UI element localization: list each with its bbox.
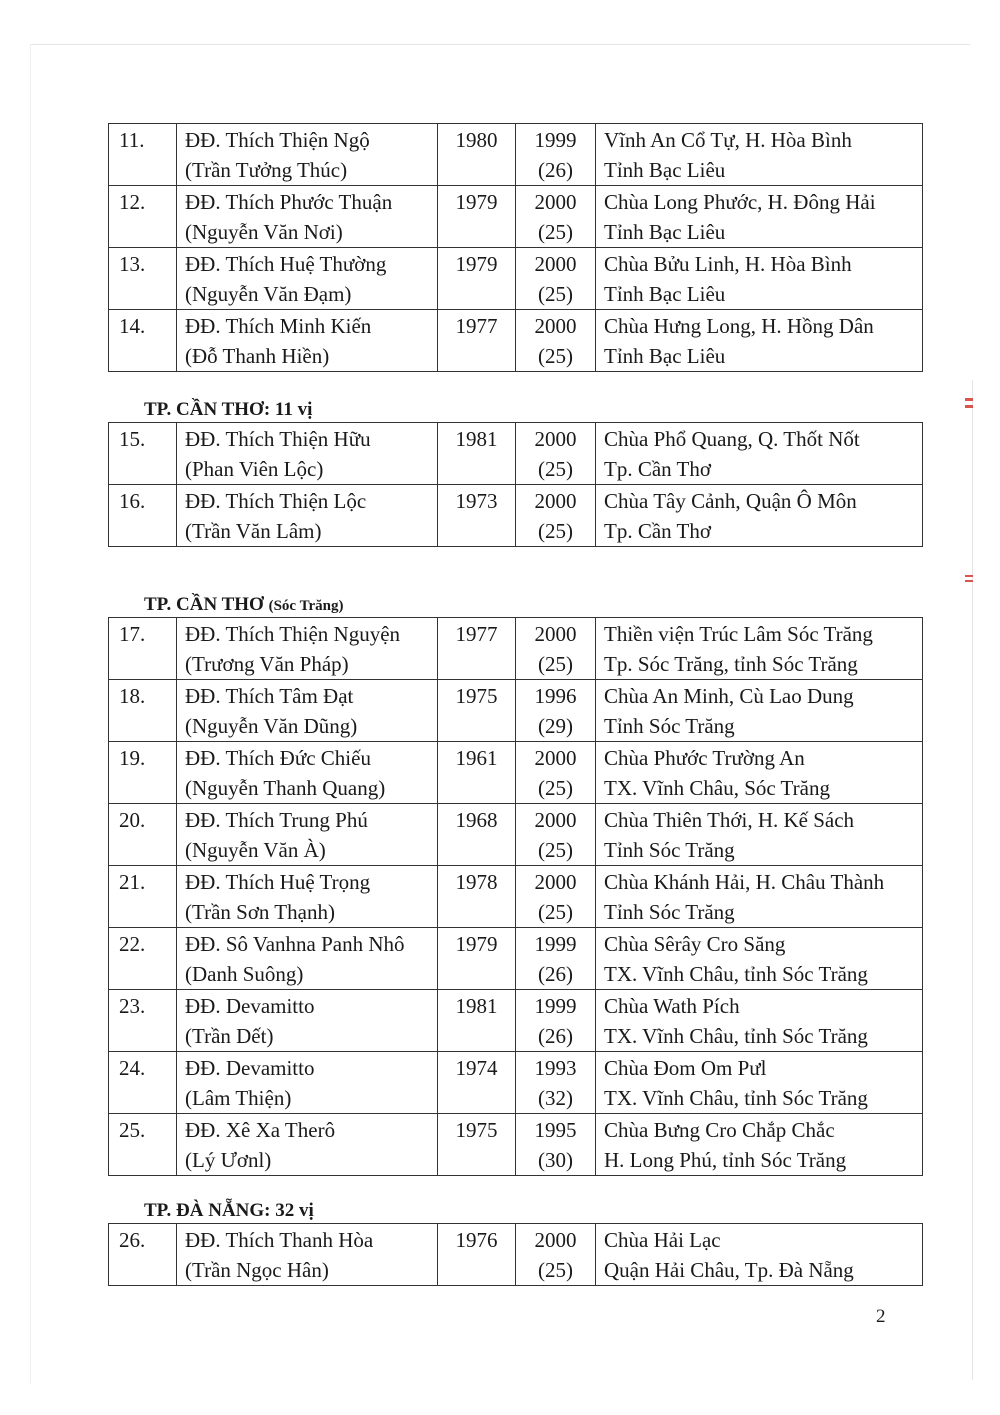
temple-cell [596, 618, 923, 680]
birth-year: 1975 [438, 680, 516, 742]
ordination-years: (25) [538, 282, 573, 306]
table-row [109, 124, 923, 186]
temple-province: Tỉnh Sóc Trăng [604, 900, 735, 924]
ordination-cell [516, 866, 596, 928]
ordination-years: (26) [538, 962, 573, 986]
ordination-year: 2000 [534, 870, 577, 894]
birth-year: 1979 [438, 248, 516, 310]
temple-name: Chùa Wath Pích [604, 994, 740, 1018]
monk-name: ĐĐ. Thích Minh Kiến [185, 314, 372, 338]
lay-name: (Nguyễn Văn Dũng) [185, 714, 358, 738]
birth-year: 1961 [438, 742, 516, 804]
monk-name: ĐĐ. Devamitto [185, 994, 315, 1018]
margin-mark [965, 580, 973, 582]
monk-name-cell [177, 618, 438, 680]
clergy-table [108, 617, 923, 1176]
clergy-table [108, 123, 923, 372]
monk-name-cell [177, 124, 438, 186]
ordination-years: (25) [538, 1258, 573, 1282]
ordination-year: 1999 [534, 932, 577, 956]
monk-name-cell [177, 310, 438, 372]
monk-name: ĐĐ. Thích Tâm Đạt [185, 684, 354, 708]
row-number: 19. [109, 742, 177, 804]
page-edge [30, 44, 31, 1384]
ordination-cell [516, 1052, 596, 1114]
temple-province: Tỉnh Bạc Liêu [604, 282, 726, 306]
ordination-years: (25) [538, 900, 573, 924]
ordination-year: 2000 [534, 427, 577, 451]
monk-name: ĐĐ. Devamitto [185, 1056, 315, 1080]
lay-name: (Lý Ươnl) [185, 1148, 272, 1172]
temple-province: Tp. Cần Thơ [604, 519, 711, 543]
temple-cell [596, 248, 923, 310]
table-row [109, 742, 923, 804]
monk-name-cell [177, 928, 438, 990]
row-number: 25. [109, 1114, 177, 1176]
temple-province: TX. Vĩnh Châu, tỉnh Sóc Trăng [604, 1024, 868, 1048]
temple-province: Tỉnh Bạc Liêu [604, 220, 726, 244]
temple-province: H. Long Phú, tỉnh Sóc Trăng [604, 1148, 847, 1172]
temple-province: Tỉnh Sóc Trăng [604, 838, 735, 862]
lay-name: (Nguyễn Thanh Quang) [185, 776, 386, 800]
birth-year: 1979 [438, 928, 516, 990]
temple-province: Quận Hải Châu, Tp. Đà Nẵng [604, 1258, 854, 1282]
table-row [109, 186, 923, 248]
birth-year: 1974 [438, 1052, 516, 1114]
table-row [109, 618, 923, 680]
temple-province: Tp. Cần Thơ [604, 457, 711, 481]
ordination-cell [516, 1224, 596, 1286]
ordination-year: 2000 [534, 314, 577, 338]
ordination-years: (25) [538, 220, 573, 244]
row-number: 11. [109, 124, 177, 186]
temple-cell [596, 423, 923, 485]
temple-cell [596, 742, 923, 804]
page-edge [30, 44, 970, 45]
section-title: TP. ĐÀ NẴNG: 32 vị [144, 1200, 314, 1221]
monk-name-cell [177, 423, 438, 485]
temple-province: Tỉnh Bạc Liêu [604, 158, 726, 182]
temple-province: Tỉnh Bạc Liêu [604, 344, 726, 368]
margin-mark [965, 575, 973, 577]
temple-cell [596, 990, 923, 1052]
ordination-years: (25) [538, 838, 573, 862]
temple-province: Tp. Sóc Trăng, tỉnh Sóc Trăng [604, 652, 858, 676]
ordination-year: 1999 [534, 994, 577, 1018]
birth-year: 1975 [438, 1114, 516, 1176]
ordination-year: 2000 [534, 252, 577, 276]
temple-cell [596, 310, 923, 372]
ordination-years: (25) [538, 457, 573, 481]
lay-name: (Đỗ Thanh Hiền) [185, 344, 330, 368]
row-number: 21. [109, 866, 177, 928]
birth-year: 1977 [438, 618, 516, 680]
temple-name: Chùa Long Phước, H. Đông Hải [604, 190, 876, 214]
ordination-years: (25) [538, 652, 573, 676]
ordination-year: 1999 [534, 128, 577, 152]
birth-year: 1980 [438, 124, 516, 186]
monk-name: ĐĐ. Thích Đức Chiếu [185, 746, 371, 770]
section-subtitle: (Sóc Trăng) [268, 598, 344, 614]
temple-cell [596, 1114, 923, 1176]
ordination-years: (26) [538, 158, 573, 182]
ordination-year: 2000 [534, 808, 577, 832]
ordination-year: 1993 [534, 1056, 577, 1080]
monk-name-cell [177, 866, 438, 928]
row-number: 14. [109, 310, 177, 372]
table-row [109, 804, 923, 866]
lay-name: (Trần Sơn Thạnh) [185, 900, 335, 924]
monk-name-cell [177, 485, 438, 547]
temple-name: Chùa Phổ Quang, Q. Thốt Nốt [604, 427, 860, 451]
lay-name: (Trần Tưởng Thúc) [185, 158, 348, 182]
row-number: 22. [109, 928, 177, 990]
section-title: TP. CẦN THƠ: 11 vị [144, 399, 313, 420]
lay-name: (Nguyễn Văn Đạm) [185, 282, 352, 306]
row-number: 12. [109, 186, 177, 248]
monk-name: ĐĐ. Thích Thiện Hữu [185, 427, 371, 451]
temple-name: Thiền viện Trúc Lâm Sóc Trăng [604, 622, 873, 646]
monk-name-cell [177, 1224, 438, 1286]
page-number: 2 [876, 1306, 886, 1327]
ordination-cell [516, 124, 596, 186]
temple-cell [596, 1224, 923, 1286]
ordination-year: 2000 [534, 190, 577, 214]
ordination-cell [516, 248, 596, 310]
ordination-cell [516, 186, 596, 248]
temple-name: Chùa Phước Trường An [604, 746, 805, 770]
temple-cell [596, 1052, 923, 1114]
table-row [109, 866, 923, 928]
birth-year: 1973 [438, 485, 516, 547]
temple-name: Chùa Đom Om Pưl [604, 1056, 767, 1080]
table-row [109, 1052, 923, 1114]
table-row [109, 990, 923, 1052]
margin-line [972, 380, 973, 1380]
birth-year: 1979 [438, 186, 516, 248]
table-row [109, 423, 923, 485]
monk-name: ĐĐ. Thích Huệ Trọng [185, 870, 371, 894]
margin-mark [965, 405, 973, 408]
table-row [109, 248, 923, 310]
table-row [109, 1114, 923, 1176]
ordination-cell [516, 680, 596, 742]
ordination-years: (25) [538, 344, 573, 368]
ordination-cell [516, 928, 596, 990]
monk-name-cell [177, 186, 438, 248]
ordination-year: 2000 [534, 622, 577, 646]
monk-name: ĐĐ. Xê Xa Therô [185, 1118, 336, 1142]
temple-name: Chùa Tây Cảnh, Quận Ô Môn [604, 489, 857, 513]
monk-name: ĐĐ. Thích Thiện Lộc [185, 489, 367, 513]
ordination-years: (32) [538, 1086, 573, 1110]
monk-name-cell [177, 742, 438, 804]
row-number: 20. [109, 804, 177, 866]
birth-year: 1981 [438, 423, 516, 485]
temple-province: TX. Vĩnh Châu, Sóc Trăng [604, 776, 830, 800]
row-number: 16. [109, 485, 177, 547]
monk-name: ĐĐ. Thích Phước Thuận [185, 190, 393, 214]
temple-cell [596, 186, 923, 248]
table-row [109, 1224, 923, 1286]
lay-name: (Nguyễn Văn À) [185, 838, 326, 862]
temple-name: Vĩnh An Cổ Tự, H. Hòa Bình [604, 128, 852, 152]
lay-name: (Trương Văn Pháp) [185, 652, 349, 676]
ordination-cell [516, 310, 596, 372]
ordination-cell [516, 804, 596, 866]
ordination-year: 2000 [534, 1228, 577, 1252]
temple-cell [596, 124, 923, 186]
ordination-year: 2000 [534, 746, 577, 770]
ordination-years: (25) [538, 776, 573, 800]
row-number: 23. [109, 990, 177, 1052]
row-number: 15. [109, 423, 177, 485]
monk-name: ĐĐ. Thích Thiện Nguyện [185, 622, 401, 646]
ordination-year: 1996 [534, 684, 577, 708]
table-row [109, 680, 923, 742]
temple-cell [596, 804, 923, 866]
birth-year: 1968 [438, 804, 516, 866]
temple-cell [596, 866, 923, 928]
temple-province: TX. Vĩnh Châu, tỉnh Sóc Trăng [604, 962, 868, 986]
birth-year: 1977 [438, 310, 516, 372]
clergy-table [108, 1223, 923, 1286]
temple-name: Chùa Bửu Linh, H. Hòa Bình [604, 252, 852, 276]
ordination-cell [516, 742, 596, 804]
table-row [109, 928, 923, 990]
birth-year: 1981 [438, 990, 516, 1052]
ordination-cell [516, 485, 596, 547]
table-row [109, 485, 923, 547]
ordination-cell [516, 423, 596, 485]
lay-name: (Trần Văn Lâm) [185, 519, 322, 543]
ordination-cell [516, 990, 596, 1052]
birth-year: 1976 [438, 1224, 516, 1286]
ordination-years: (25) [538, 519, 573, 543]
ordination-year: 2000 [534, 489, 577, 513]
lay-name: (Phan Viên Lộc) [185, 457, 324, 481]
temple-name: Chùa Hưng Long, H. Hồng Dân [604, 314, 874, 338]
monk-name: ĐĐ. Thích Huệ Thường [185, 252, 387, 276]
margin-mark [965, 398, 973, 401]
row-number: 13. [109, 248, 177, 310]
monk-name: ĐĐ. Thích Trung Phú [185, 808, 368, 832]
monk-name-cell [177, 1052, 438, 1114]
temple-province: Tỉnh Sóc Trăng [604, 714, 735, 738]
temple-name: Chùa Hải Lạc [604, 1228, 721, 1252]
ordination-years: (26) [538, 1024, 573, 1048]
birth-year: 1978 [438, 866, 516, 928]
temple-name: Chùa Sêrây Cro Săng [604, 932, 786, 956]
temple-cell [596, 928, 923, 990]
ordination-years: (29) [538, 714, 573, 738]
row-number: 18. [109, 680, 177, 742]
row-number: 17. [109, 618, 177, 680]
ordination-cell [516, 618, 596, 680]
lay-name: (Trần Dết) [185, 1024, 274, 1048]
lay-name: (Lâm Thiện) [185, 1086, 292, 1110]
temple-name: Chùa Khánh Hải, H. Châu Thành [604, 870, 885, 894]
section-title: TP. CẦN THƠ (Sóc Trăng) [144, 594, 344, 615]
monk-name-cell [177, 1114, 438, 1176]
temple-cell [596, 680, 923, 742]
monk-name-cell [177, 990, 438, 1052]
ordination-years: (30) [538, 1148, 573, 1172]
temple-name: Chùa An Minh, Cù Lao Dung [604, 684, 854, 708]
monk-name-cell [177, 804, 438, 866]
row-number: 24. [109, 1052, 177, 1114]
lay-name: (Danh Suông) [185, 962, 304, 986]
monk-name: ĐĐ. Thích Thanh Hòa [185, 1228, 374, 1252]
lay-name: (Nguyễn Văn Nơi) [185, 220, 343, 244]
lay-name: (Trần Ngọc Hân) [185, 1258, 329, 1282]
row-number: 26. [109, 1224, 177, 1286]
temple-name: Chùa Bưng Cro Chắp Chắc [604, 1118, 835, 1142]
ordination-cell [516, 1114, 596, 1176]
clergy-table [108, 422, 923, 547]
monk-name: ĐĐ. Thích Thiện Ngộ [185, 128, 370, 152]
ordination-year: 1995 [534, 1118, 577, 1142]
monk-name-cell [177, 680, 438, 742]
monk-name: ĐĐ. Sô Vanhna Panh Nhô [185, 932, 405, 956]
table-row [109, 310, 923, 372]
temple-name: Chùa Thiên Thới, H. Kế Sách [604, 808, 855, 832]
temple-cell [596, 485, 923, 547]
temple-province: TX. Vĩnh Châu, tỉnh Sóc Trăng [604, 1086, 868, 1110]
monk-name-cell [177, 248, 438, 310]
